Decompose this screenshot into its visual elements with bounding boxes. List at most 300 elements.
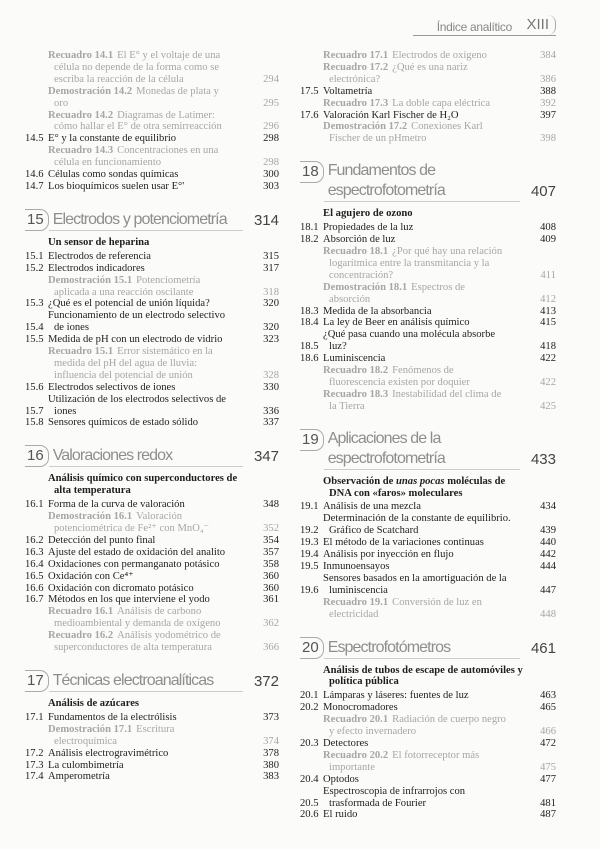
box-label: Recuadro 20.2 — [323, 749, 389, 761]
box-title: Radiación de cuerpo negro y efecto invernadero — [329, 714, 506, 738]
entry-text: Propiedades de la luz — [323, 222, 414, 234]
page-number: 422 — [540, 353, 556, 365]
entry-text: Valoración Karl Fischer de H₂O — [323, 109, 459, 121]
page-number: 362 — [263, 618, 279, 630]
entry-text — [323, 98, 526, 110]
page-number: 328 — [263, 369, 279, 381]
section-entry[interactable] — [300, 501, 556, 513]
entry-text: Un sensor de heparina — [48, 236, 150, 248]
box-entry[interactable] — [25, 86, 279, 110]
section-entry[interactable] — [25, 571, 279, 583]
section-number: 16.2 — [25, 534, 44, 546]
box-label: Demostración 16.1 — [48, 511, 133, 523]
chapter-heading[interactable] — [25, 209, 279, 231]
toc-block — [25, 670, 279, 783]
box-label: Recuadro 14.2 — [48, 109, 114, 121]
section-number: 20.1 — [300, 690, 319, 702]
section-number: 16.3 — [25, 546, 44, 558]
page-number: 448 — [540, 608, 556, 620]
section-entry[interactable] — [25, 417, 279, 429]
section-entry[interactable] — [25, 712, 279, 724]
page-number: 336 — [263, 405, 279, 417]
running-head — [413, 14, 556, 38]
entry-text: Oxidación con dicromato potásico — [48, 582, 194, 594]
section-number: 16.7 — [25, 594, 44, 606]
chapter-heading[interactable] — [300, 637, 556, 659]
box-title: Fenómenos de fluorescencia existen por doquier — [329, 365, 470, 388]
entry-text: Oxidación con Ce⁴⁺ — [48, 570, 134, 582]
section-number: 15.6 — [25, 381, 44, 393]
section-entry[interactable] — [25, 394, 279, 418]
page-number: 398 — [540, 133, 556, 145]
page-number: 418 — [540, 341, 556, 353]
box-label: Recuadro 17.1 — [323, 50, 389, 61]
section-number: 17.3 — [25, 759, 44, 771]
section-number: 15.1 — [25, 250, 44, 262]
page-number: 354 — [263, 534, 279, 546]
section-entry[interactable] — [300, 110, 556, 122]
section-number: 19.1 — [300, 501, 319, 513]
section-entry[interactable] — [25, 771, 279, 783]
page-number: 378 — [263, 747, 279, 759]
page-number: 440 — [540, 537, 556, 549]
section-entry[interactable] — [25, 748, 279, 760]
entry-text — [48, 606, 249, 630]
entry-text — [323, 365, 526, 389]
section-entry[interactable] — [25, 251, 279, 263]
chapter-title: Electrodos y potenciometría — [49, 210, 243, 231]
entry-text: Funcionamiento de un electrodo selectivo de iones — [48, 310, 226, 334]
chapter-heading[interactable] — [300, 161, 556, 202]
toc-block — [25, 209, 279, 430]
entry-text — [48, 511, 249, 535]
section-number: 19.2 — [300, 525, 319, 537]
entry-text: Lámparas y láseres: fuentes de luz — [323, 690, 469, 702]
section-entry[interactable] — [25, 334, 279, 346]
page-number: 374 — [263, 735, 279, 747]
entry-text — [323, 714, 526, 738]
section-number: 15.3 — [25, 298, 44, 310]
page-number: 361 — [263, 594, 279, 606]
entry-text: Voltametría — [323, 85, 373, 97]
entry-text: E° y la constante de equilibrio — [48, 133, 177, 145]
heading-part: unas pocas — [395, 475, 445, 487]
entry-text — [323, 246, 526, 282]
page-number: 384 — [540, 50, 556, 61]
chapter-page-number: 347 — [253, 448, 279, 466]
section-number: 15.5 — [25, 334, 44, 346]
chapter-number-badge: 18 — [300, 161, 324, 183]
chapter-page-number: 407 — [530, 183, 556, 201]
section-number: 20.3 — [300, 737, 319, 749]
page-number: 337 — [263, 417, 279, 429]
page-number: 466 — [540, 726, 556, 738]
entry-text: Utilización de los electrodos selectivos de iones — [48, 393, 226, 417]
section-number: 20.2 — [300, 702, 319, 714]
entry-text — [48, 50, 249, 86]
section-number: 18.5 — [300, 341, 319, 353]
page-number: 463 — [540, 690, 556, 702]
chapter-heading[interactable] — [300, 429, 556, 470]
page-number: 330 — [263, 381, 279, 393]
section-entry[interactable] — [300, 317, 556, 329]
box-title: Conversión de luz en electricidad — [329, 596, 482, 620]
box-title: El E° y el voltaje de una célula no depende de la forma como se escriba la reacción de la célula — [54, 50, 221, 85]
box-title: Monedas de plata y oro — [54, 85, 219, 109]
box-title: Espectros de absorción — [329, 281, 465, 305]
page-number: 425 — [540, 400, 556, 412]
entry-text: El agujero de ozono — [323, 208, 413, 220]
box-title: Electrodos de oxígeno — [392, 50, 487, 61]
page-number: 300 — [263, 169, 279, 181]
page-number: 366 — [263, 642, 279, 654]
box-entry[interactable] — [25, 275, 279, 299]
section-number: 14.5 — [25, 133, 44, 145]
running-head-title: Índice analítico — [436, 20, 512, 34]
section-entry[interactable] — [25, 169, 279, 181]
section-entry[interactable] — [25, 547, 279, 559]
chapter-number-badge: 16 — [25, 445, 49, 467]
entry-text: ¿Qué pasa cuando una molécula absorbe luz? — [323, 329, 496, 353]
running-head-rule — [413, 35, 556, 36]
section-entry[interactable] — [300, 690, 556, 702]
page-number: 296 — [263, 121, 279, 133]
chapter-number-badge: 19 — [300, 429, 324, 451]
section-number: 17.4 — [25, 771, 44, 783]
entry-text: Espectroscopia de infrarrojos con trasformada de Fourier — [323, 785, 466, 809]
box-title: Valoración potenciométrica de Fe²⁺ con MnO₄⁻ — [54, 511, 210, 534]
chapter-number-badge: 17 — [25, 670, 49, 692]
page-number: 472 — [540, 737, 556, 749]
section-entry[interactable] — [300, 234, 556, 246]
page-number: 383 — [263, 771, 279, 783]
entry-text: El ruido — [323, 809, 358, 821]
entry-text — [323, 50, 526, 62]
box-entry[interactable] — [300, 50, 556, 62]
running-head-page-number: XIII — [524, 15, 556, 35]
box-title: Error sistemático en la medida del pH del agua de lluvia: influencia del potencial de unión — [54, 346, 213, 381]
page-number: 352 — [263, 523, 279, 534]
toc-right-column — [300, 50, 556, 821]
entry-text — [48, 110, 249, 134]
section-number: 19.4 — [300, 549, 319, 561]
section-number: 19.3 — [300, 537, 319, 549]
section-entry[interactable] — [25, 263, 279, 275]
section-opener-title — [300, 208, 556, 220]
box-label: Demostración 17.1 — [48, 723, 133, 735]
box-entry[interactable] — [300, 98, 556, 110]
box-label: Recuadro 19.1 — [323, 596, 389, 608]
entry-text: Análisis electrogravimétrico — [48, 747, 169, 759]
section-number: 15.4 — [25, 322, 44, 334]
section-entry[interactable] — [300, 329, 556, 353]
box-entry[interactable] — [300, 389, 556, 413]
section-entry[interactable] — [25, 310, 279, 334]
section-entry[interactable] — [25, 760, 279, 772]
section-number: 19.6 — [300, 584, 319, 596]
section-entry[interactable] — [25, 133, 279, 145]
box-entry[interactable] — [300, 597, 556, 621]
box-title: ¿Por qué hay una relación logarítmica entre la transmitancia y la concentración? — [329, 245, 503, 281]
entry-text: Forma de la curva de valoración — [48, 499, 185, 511]
page-number: 481 — [540, 797, 556, 809]
chapter-title: Espectrofotómetros — [324, 638, 520, 659]
chapter-page-number: 372 — [253, 672, 279, 690]
page-number: 397 — [540, 109, 556, 121]
page-number: 303 — [263, 180, 279, 192]
section-number: 16.5 — [25, 570, 44, 582]
page-number: 475 — [540, 761, 556, 773]
entry-text: Electrodos indicadores — [48, 262, 145, 274]
section-number: 20.4 — [300, 773, 319, 785]
box-title: Concentraciones en una célula en funcionamiento — [54, 145, 219, 169]
page-number: 411 — [540, 269, 556, 281]
entry-text — [48, 724, 249, 748]
page-number: 358 — [263, 558, 279, 570]
page-number: 409 — [540, 234, 556, 246]
section-entry[interactable] — [25, 559, 279, 571]
section-number: 20.6 — [300, 809, 319, 821]
box-label: Demostración 15.1 — [48, 274, 133, 286]
page-number: 298 — [263, 157, 279, 169]
section-number: 17.5 — [300, 85, 319, 97]
box-entry[interactable] — [25, 145, 279, 169]
box-entry[interactable] — [25, 110, 279, 134]
entry-text: Optodos — [323, 773, 359, 785]
entry-text: La culombimetría — [48, 759, 124, 771]
box-entry[interactable] — [25, 511, 279, 535]
entry-text: Métodos en los que interviene el yodo — [48, 594, 210, 606]
section-opener-title — [25, 473, 279, 497]
section-number: 18.3 — [300, 305, 319, 317]
toc-block — [25, 445, 279, 654]
page-number: 412 — [540, 293, 556, 305]
entry-text: Luminiscencia — [323, 353, 386, 365]
toc-left-column — [25, 50, 279, 783]
box-label: Recuadro 18.2 — [323, 365, 389, 377]
section-number: 17.6 — [300, 109, 319, 121]
page-number: 408 — [540, 222, 556, 234]
entry-text: Detectores — [323, 737, 369, 749]
section-number: 15.7 — [25, 405, 44, 417]
box-entry[interactable] — [25, 724, 279, 748]
entry-text — [323, 597, 526, 621]
box-title: Análisis de carbono medioambiental y demanda de oxígeno — [54, 606, 221, 630]
box-entry[interactable] — [25, 50, 279, 86]
section-entry[interactable] — [25, 535, 279, 547]
page-number: 465 — [540, 702, 556, 714]
page-number: 320 — [263, 322, 279, 334]
section-entry[interactable] — [300, 222, 556, 234]
page-number: 386 — [540, 73, 556, 85]
section-number: 18.1 — [300, 222, 319, 234]
section-entry[interactable] — [25, 382, 279, 394]
entry-text: Medida de la absorbancia — [323, 305, 432, 317]
box-label: Recuadro 17.2 — [323, 61, 389, 73]
section-number: 17.2 — [25, 747, 44, 759]
box-entry[interactable] — [300, 714, 556, 738]
page-number: 315 — [263, 250, 279, 262]
box-entry[interactable] — [25, 606, 279, 630]
box-title: Inestabilidad del clima de la Tierra — [329, 388, 502, 412]
page-number: 317 — [263, 262, 279, 274]
page-number: 360 — [263, 570, 279, 582]
box-label: Recuadro 20.1 — [323, 714, 389, 726]
entry-text: Análisis de una mezcla — [323, 501, 421, 513]
box-label: Recuadro 15.1 — [48, 346, 114, 358]
section-entry[interactable] — [300, 513, 556, 537]
page-number: 434 — [540, 501, 556, 513]
section-number: 17.1 — [25, 711, 44, 723]
section-opener-title — [25, 237, 279, 249]
page-number: 422 — [540, 376, 556, 388]
toc-block — [300, 50, 556, 145]
section-entry[interactable] — [25, 594, 279, 606]
section-entry[interactable] — [300, 786, 556, 810]
section-entry[interactable] — [300, 86, 556, 98]
chapter-title: Valoraciones redox — [49, 446, 243, 467]
entry-text — [323, 389, 526, 413]
box-title: ¿Qué es una nariz electrónica? — [329, 61, 468, 85]
section-entry[interactable] — [300, 738, 556, 750]
section-number: 16.4 — [25, 558, 44, 570]
box-title: Análisis yodométrico de superconductores de alta temperatura — [54, 630, 221, 654]
page-number: 477 — [540, 773, 556, 785]
box-label: Recuadro 18.3 — [323, 388, 389, 400]
entry-text: Análisis de azúcares — [48, 697, 140, 709]
section-entry[interactable] — [25, 181, 279, 193]
box-title: Potenciometría aplicada a una reacción oscilante — [54, 274, 201, 298]
page-number: 380 — [263, 759, 279, 771]
section-entry[interactable] — [25, 298, 279, 310]
page-number: 323 — [263, 334, 279, 346]
entry-text — [48, 346, 249, 382]
box-title: Escritura electroquímica — [54, 723, 175, 747]
chapter-page-number: 461 — [530, 639, 556, 657]
box-entry[interactable] — [300, 365, 556, 389]
section-number: 18.6 — [300, 353, 319, 365]
entry-text — [48, 275, 249, 299]
entry-text: Los bioquímicos suelen usar E°' — [48, 180, 185, 192]
chapter-title: Técnicas electroanalíticas — [49, 671, 243, 692]
section-entry[interactable] — [300, 549, 556, 561]
section-entry[interactable] — [300, 537, 556, 549]
section-entry[interactable] — [300, 573, 556, 597]
box-entry[interactable] — [300, 121, 556, 145]
entry-text: La ley de Beer en análisis químico — [323, 317, 470, 329]
entry-text: Fundamentos de la electrólisis — [48, 711, 177, 723]
section-entry[interactable] — [25, 499, 279, 511]
page-number: 295 — [263, 97, 279, 109]
box-entry[interactable] — [300, 246, 556, 282]
entry-text: Análisis químico con superconductores de alta temperatura — [48, 473, 238, 497]
entry-text — [323, 476, 556, 500]
box-entry[interactable] — [300, 750, 556, 774]
toc-block — [300, 429, 556, 621]
page-number: 320 — [263, 298, 279, 310]
section-entry[interactable] — [300, 809, 556, 821]
entry-text: Sensores basados en la amortiguación de la luminiscencia — [323, 572, 507, 596]
entry-text: ¿Qué es el potencial de unión líquida? — [48, 298, 210, 310]
box-entry[interactable] — [300, 62, 556, 86]
box-label: Recuadro 16.2 — [48, 630, 114, 642]
page-number: 415 — [540, 317, 556, 329]
entry-text: Electrodos de referencia — [48, 250, 151, 262]
page-number: 392 — [540, 97, 556, 109]
chapter-number-badge: 15 — [25, 209, 49, 231]
box-label: Recuadro 14.3 — [48, 145, 114, 157]
toc-block — [300, 161, 556, 412]
section-number: 16.1 — [25, 499, 44, 511]
page-number: 447 — [540, 584, 556, 596]
entry-text — [323, 121, 526, 145]
section-entry[interactable] — [300, 702, 556, 714]
chapter-heading[interactable] — [25, 670, 279, 692]
box-label: Recuadro 17.3 — [323, 97, 389, 109]
section-number: 16.6 — [25, 582, 44, 594]
section-number: 20.5 — [300, 797, 319, 809]
section-entry[interactable] — [25, 583, 279, 595]
toc-block — [300, 637, 556, 822]
section-entry[interactable] — [300, 306, 556, 318]
chapter-heading[interactable] — [25, 445, 279, 467]
section-entry[interactable] — [300, 353, 556, 365]
section-entry[interactable] — [300, 561, 556, 573]
entry-text: Inmunoensayos — [323, 561, 390, 572]
box-label: Recuadro 14.1 — [48, 50, 114, 61]
toc-block — [25, 50, 279, 193]
section-opener-title — [25, 698, 279, 710]
entry-text — [48, 86, 249, 110]
section-entry[interactable] — [300, 774, 556, 786]
section-number: 15.2 — [25, 262, 44, 274]
entry-text — [323, 62, 526, 86]
entry-text: Ajuste del estado de oxidación del analito — [48, 546, 226, 558]
entry-text: Determinación de la constante de equilibrio. Gráfico de Scatchard — [323, 513, 511, 537]
box-entry[interactable] — [25, 346, 279, 382]
entry-text — [323, 282, 526, 306]
entry-text: El método de la variaciones continuas — [323, 537, 484, 549]
page-number: 298 — [263, 133, 279, 145]
box-title: Diagramas de Latimer: cómo hallar el E° de otra semirreacción — [54, 109, 222, 133]
entry-text — [48, 145, 249, 169]
box-entry[interactable] — [25, 630, 279, 654]
entry-text: Monocromadores — [323, 702, 398, 714]
entry-text: Electrodos selectivos de iones — [48, 381, 176, 393]
box-label: Demostración 18.1 — [323, 281, 408, 293]
box-entry[interactable] — [300, 282, 556, 306]
page-number: 318 — [263, 286, 279, 298]
heading-part: Observación de — [323, 475, 396, 487]
entry-text: Células como sondas químicas — [48, 169, 179, 181]
page-number: 373 — [263, 711, 279, 723]
page-number: 357 — [263, 546, 279, 558]
chapter-page-number: 314 — [253, 211, 279, 229]
section-opener-title — [300, 665, 556, 689]
section-opener-title — [300, 476, 556, 500]
entry-text: Amperometría — [48, 771, 110, 783]
page-number: 442 — [540, 549, 556, 561]
box-label: Recuadro 18.1 — [323, 245, 389, 257]
entry-text: Análisis de tubos de escape de automóviles y política pública — [323, 664, 523, 688]
chapter-title: Fundamentos de espectrofotometría — [324, 161, 520, 202]
entry-text: Oxidaciones con permanganato potásico — [48, 558, 220, 570]
section-number: 19.5 — [300, 561, 319, 572]
section-number: 14.7 — [25, 180, 44, 192]
box-title: La doble capa eléctrica — [392, 97, 491, 109]
box-label: Demostración 14.2 — [48, 85, 133, 97]
entry-text: Sensores químicos de estado sólido — [48, 417, 199, 429]
